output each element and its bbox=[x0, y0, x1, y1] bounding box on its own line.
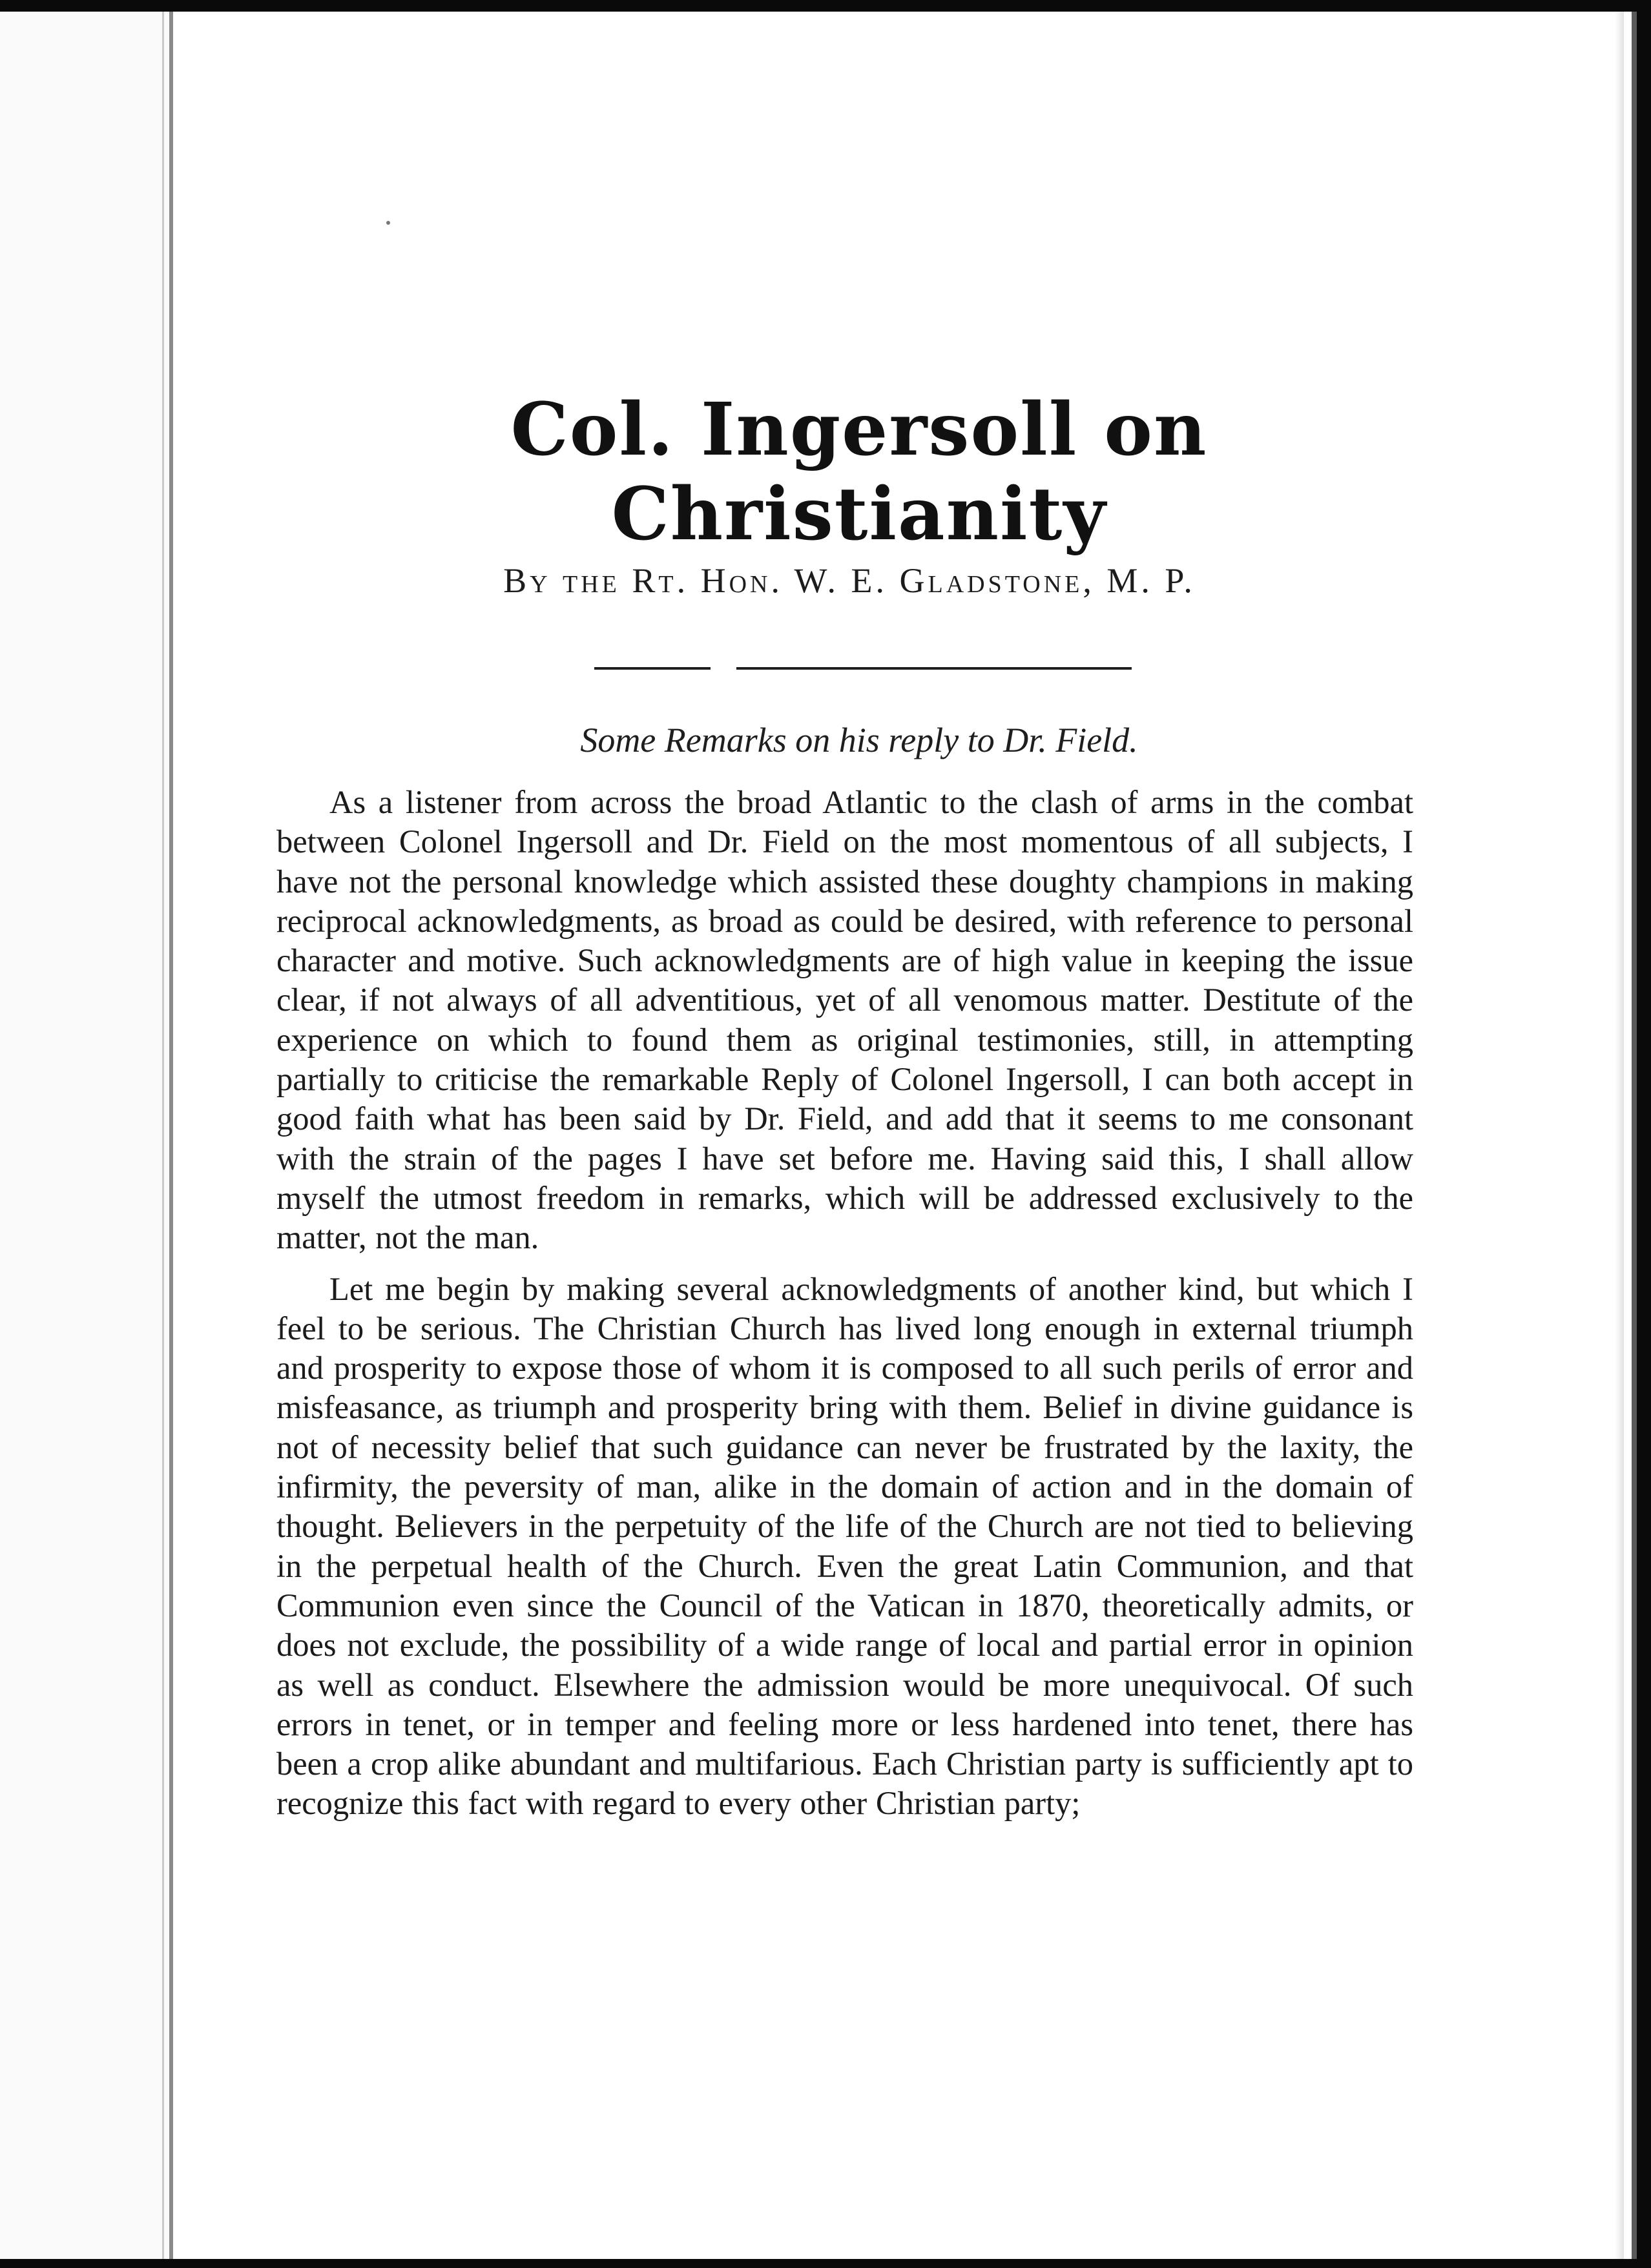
scan-border-right bbox=[1637, 0, 1651, 2268]
article-body bbox=[276, 783, 1413, 1824]
article-title: Col. Ingersoll on Christianity bbox=[510, 387, 1208, 557]
book-gutter bbox=[0, 12, 173, 2259]
scan-border-top bbox=[0, 0, 1651, 12]
scan-border-bottom bbox=[0, 2259, 1651, 2268]
article-subtitle: Some Remarks on his reply to Dr. Field. bbox=[580, 721, 1138, 759]
body-paragraph: As a listener from across the broad Atlantic to the clash of arms in the combat between Colonel Ingersoll and Dr. Field on the most momentous of all subjects, I have not the personal knowledge which assisted these doughty champions in making reciprocal acknowledgments, as broad as could be desired, with reference to personal character and motive. Such acknowledgments are of high value in keeping the issue clear, if not always of all adventitious, yet of all venomous matter. Destitute of the experience on which to found them as original testimonies, still, in attempting partially to criticise the remarkable Reply of Colonel Ingersoll, I can both accept in good faith what has been said by Dr. Field, and add that it seems to me consonant with the strain of the pages I have set before me. Having said this, I shall allow myself the utmost freedom in remarks, which will be addressed exclusively to the matter, not the man. bbox=[276, 784, 1413, 1256]
paper-speck bbox=[386, 221, 390, 225]
page-right-edge bbox=[1632, 12, 1637, 2259]
title-rule-left bbox=[594, 667, 711, 670]
article-byline: By the Rt. Hon. W. E. Gladstone, M. P. bbox=[503, 561, 1196, 600]
title-rule-right bbox=[736, 667, 1132, 670]
body-paragraph: Let me begin by making several acknowledgments of another kind, but which I feel to be serious. The Christian Church has lived long enough in external triumph and prosperity to expose those of whom it is composed to all such perils of error and misfeasance, as triumph and prosperity bring with them. Belief in divine guidance is not of necessity belief that such guidance can never be frustrated by the laxity, the infirmity, the peversity of man, alike in the domain of action and in the domain of thought. Believers in the perpetuity of the life of the Church are not tied to believing in the perpetual health of the Church. Even the great Latin Communion, and that Communion even since the Council of the Vatican in 1870, theoretically admits, or does not exclude, the possibility of a wide range of local and partial error in opinion as well as conduct. Elsewhere the admission would be more unequivocal. Of such errors in tenet, or in temper and feeling more or less hardened into tenet, there has been a crop alike abundant and multifarious. Each Christian party is sufficiently apt to recognize this fact with regard to every other Christian party; bbox=[276, 1270, 1413, 1822]
